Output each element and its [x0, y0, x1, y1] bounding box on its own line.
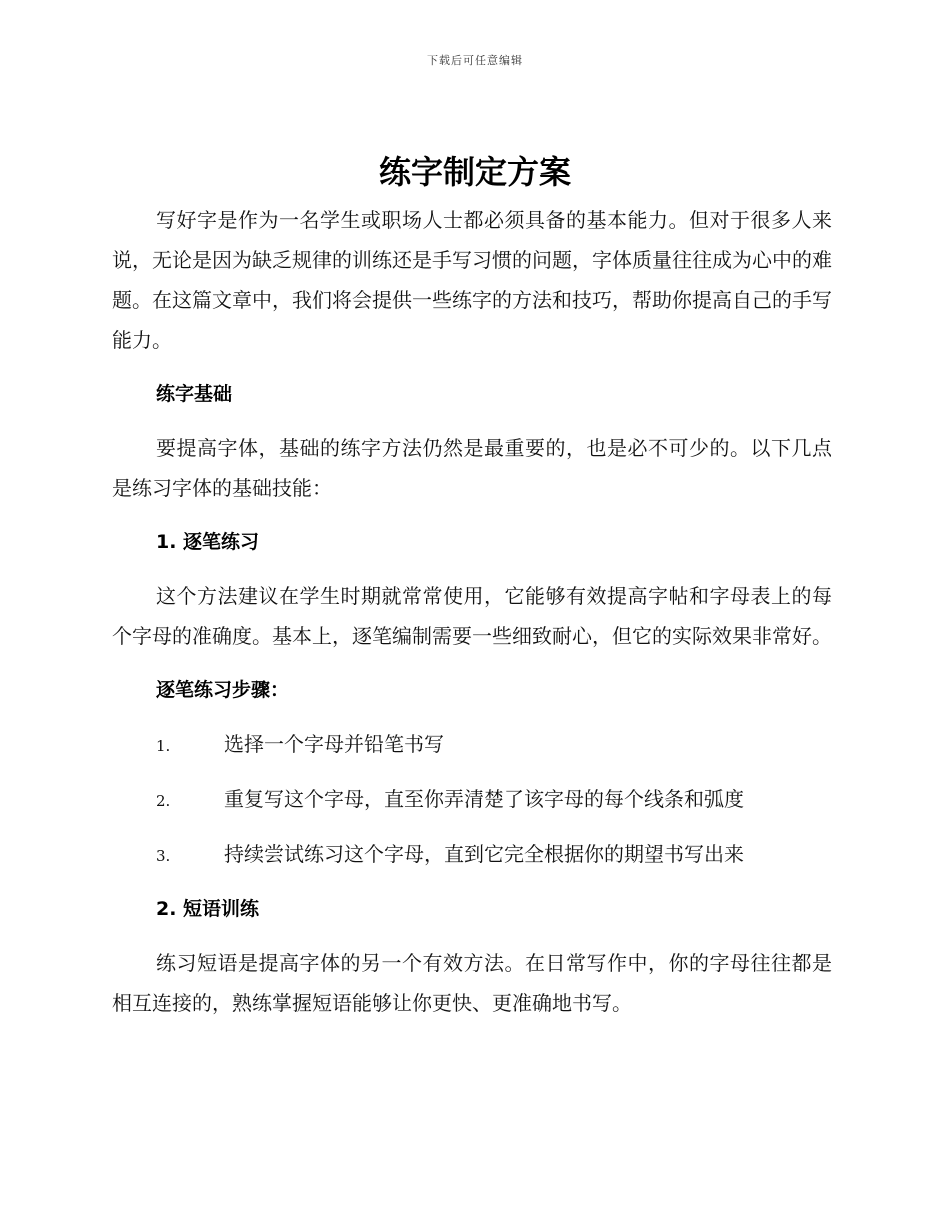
basics-paragraph: 要提高字体，基础的练字方法仍然是最重要的，也是必不可少的。以下几点是练习字体的基础技能：: [112, 436, 832, 500]
spacer: [112, 710, 832, 724]
page-header-note: 下载后可任意编辑: [427, 54, 523, 67]
spacer: [112, 414, 832, 428]
step-number: 2.: [156, 792, 171, 810]
spacer: [112, 656, 832, 670]
list-item: [112, 834, 832, 874]
section-heading-phrase-training: 2. 短语训练: [156, 898, 260, 920]
spacer: [112, 508, 832, 522]
steps-list: [112, 724, 832, 874]
section-heading-basics: 练字基础: [156, 383, 233, 405]
step-number: 3.: [156, 847, 171, 865]
step-number: 1.: [156, 737, 171, 755]
spacer: [112, 360, 832, 374]
document-title: 练字制定方案: [378, 153, 571, 191]
list-item: [112, 724, 832, 764]
section-heading-stroke-practice: 1. 逐笔练习: [156, 531, 260, 553]
stroke-practice-paragraph: 这个方法建议在学生时期就常常使用，它能够有效提高字帖和字母表上的每个字母的准确度。基本上，逐笔编制需要一些细致耐心，但它的实际效果非常好。: [112, 584, 832, 648]
step-text: 持续尝试练习这个字母，直到它完全根据你的期望书写出来: [224, 842, 744, 866]
spacer: [112, 929, 832, 943]
intro-paragraph: 写好字是作为一名学生或职场人士都必须具备的基本能力。但对于很多人来说，无论是因为缺乏规律的训练还是手写习惯的问题，字体质量往往成为心中的难题。在这篇文章中，我们将会提供一些练字的方法和技巧，帮助你提高自己的手写能力。: [112, 208, 832, 352]
step-text: 重复写这个字母，直至你弄清楚了该字母的每个线条和弧度: [224, 787, 744, 811]
steps-heading: 逐笔练习步骤：: [156, 679, 290, 701]
phrase-training-paragraph: 练习短语是提高字体的另一个有效方法。在日常写作中，你的字母往往都是相互连接的，熟练掌握短语能够让你更快、更准确地书写。: [112, 951, 832, 1015]
step-text: 选择一个字母并铅笔书写: [224, 732, 444, 756]
spacer: [112, 562, 832, 576]
document-body: [112, 200, 832, 1023]
list-item: [112, 779, 832, 819]
